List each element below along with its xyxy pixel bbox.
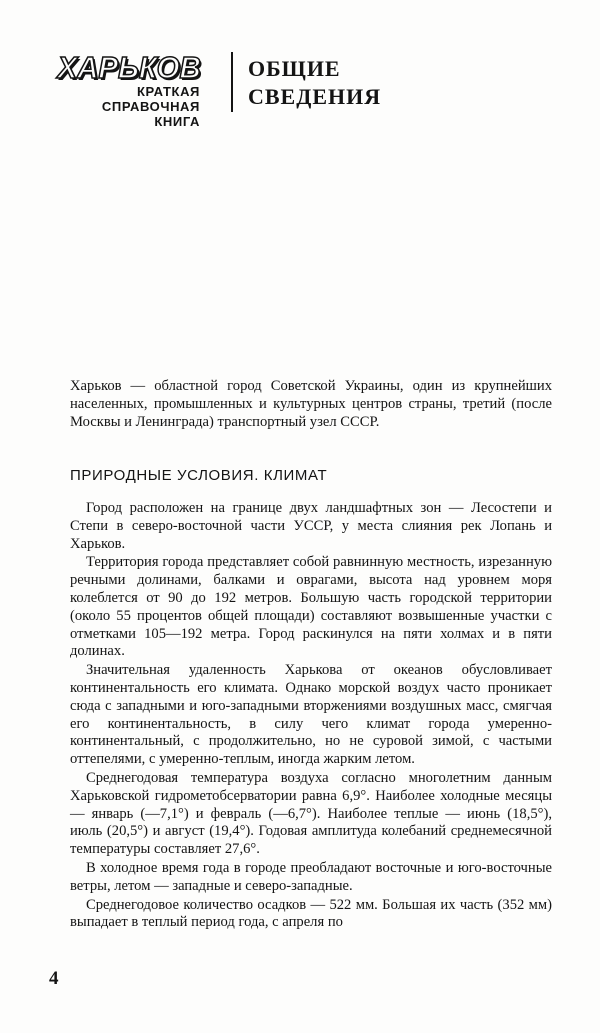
- section-title-line-2: СВЕДЕНИЯ: [248, 84, 382, 109]
- intro-paragraph: Харьков — областной город Советской Украины, один из крупнейших населенных, промышленных и культурных центров страны, третий (после Москвы и Ленинграда) транспортный узел СССР.: [70, 378, 552, 430]
- logo-subtitle-line-2: СПРАВОЧНАЯ: [101, 99, 200, 114]
- paragraph-3: Значительная удаленность Харькова от океанов обусловливает континентальность его климата. Однако морской воздух часто проникает сюда с западными и юго-западными вторжениями воздушных масс, смягчая его континентальность, в силу чего климат города умеренно-континентальный, с продолжительно, но не суровой зимой, с частыми оттепелями, с умеренно-теплым, иногда жарким летом.: [70, 662, 552, 768]
- paragraph-2: Территория города представляет собой равнинную местность, изрезанную речными долинами, балками и оврагами, высота над уровнем моря колеблется от 90 до 192 метров. Большую часть городской территории (около 55 процентов общей площади) составляют возвышенные участки с отметками 105—192 метра. Город раскинулся на пяти холмах и в пяти долинах.: [70, 554, 552, 660]
- paragraph-4: Среднегодовая температура воздуха согласно многолетним данным Харьковской гидрометобсерватории равна 6,9°. Наиболее холодные месяцы — январь (—7,1°) и февраль (—6,7°). Наиболее теплые — июнь (18,5°), июль (20,5°) и август (19,4°). Годовая амплитуда колебаний среднемесячной температуры составляет 27,6°.: [70, 769, 552, 858]
- logo-title: ХАРЬКОВ: [57, 50, 201, 85]
- paragraph-6: Среднегодовое количество осадков — 522 мм. Большая их часть (352 мм) выпадает в теплый период года, с апреля по: [70, 896, 552, 931]
- logo-subtitle-line-3: КНИГА: [154, 114, 200, 129]
- page-number: 4: [49, 968, 59, 989]
- paragraph-1: Город расположен на границе двух ландшафтных зон — Лесостепи и Степи в северо-восточной части УССР, у места слияния рек Лопань и Харьков.: [70, 500, 552, 552]
- section-title: [248, 55, 381, 111]
- page-header: [0, 0, 600, 140]
- header-divider: [231, 52, 233, 112]
- paragraph-5: В холодное время года в городе преобладают восточные и юго-восточные ветры, летом — западные и северо-западные.: [70, 859, 552, 894]
- logo-subtitle-line-1: КРАТКАЯ: [136, 84, 200, 99]
- book-logo: [50, 52, 200, 129]
- main-text-block: [70, 500, 552, 933]
- subheading: ПРИРОДНЫЕ УСЛОВИЯ. КЛИМАТ: [70, 467, 328, 484]
- intro-paragraph-block: [70, 378, 552, 431]
- section-title-line-1: ОБЩИЕ: [248, 56, 341, 81]
